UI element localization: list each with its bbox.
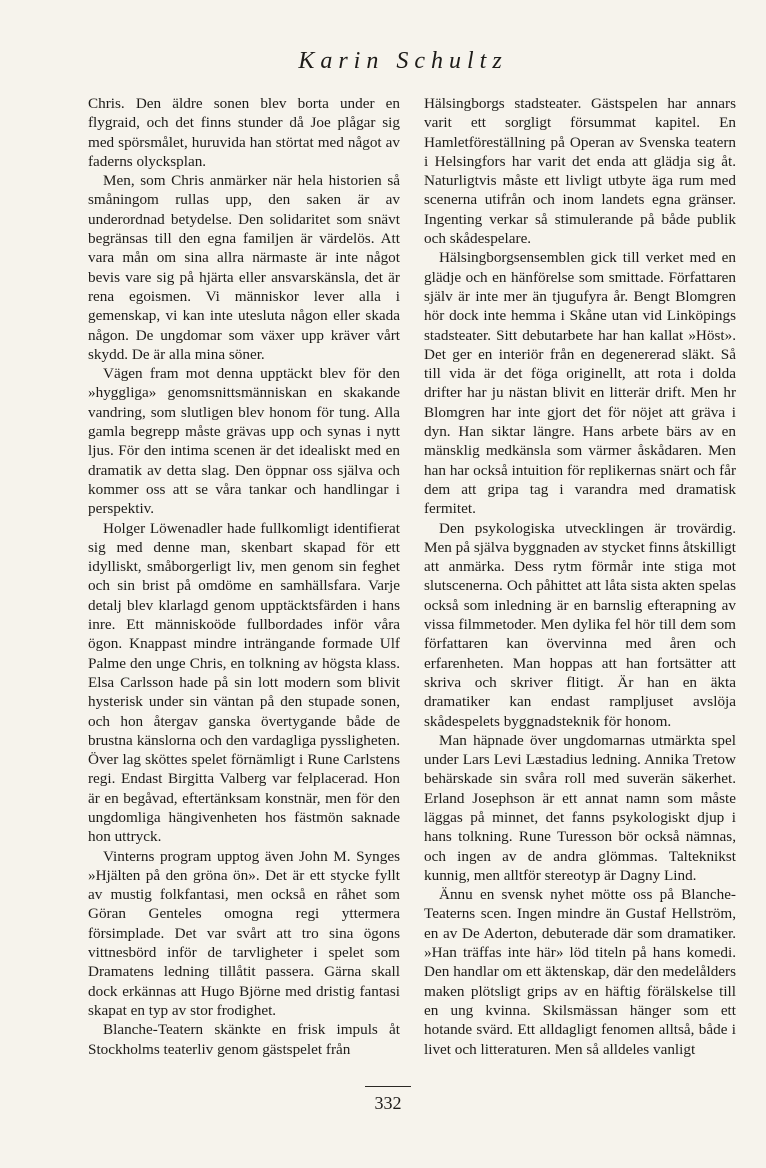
- paragraph: Man häpnade över ungdomarnas utmärkta spel under Lars Levi Læstadius ledning. Annika Tretow behärskade sin svåra roll med suverän säkerhet. Erland Josephson är ett annat namn som måste läggas på minnet, det fanns psykologiskt djup i hans tolkning. Rune Turesson bör också nämnas, och ingen av de andra glömmas. Talteknikst kunnig, men alltför stereotyp är Dagny Lind.: [424, 731, 736, 884]
- paragraph: Vägen fram mot denna upptäckt blev för den »hyggliga» genomsnittsmänniskan en skakande vandring, som slutligen blev honom för tung. Alla gamla begrepp måste grävas upp och synas i nytt ljus. För den intima scenen är det idealiskt med en dramatik av detta slag. Den öppnar oss själva och kommer oss att se våra tankar och handlingar i perspektiv.: [88, 365, 400, 518]
- right-column: [424, 94, 736, 1059]
- paragraph: Hälsingborgs stadsteater. Gästspelen har annars varit ett sorgligt försummat kapitel. En Hamletföreställning på Operan av Svenska teatern i Helsingfors har varit det enda att glädja sig åt. Naturligtvis måste ett livligt utbyte äga rum med scenerna utifrån och inom landets egna gränser. Ingenting verkar så stimulerande på både publik och skådespelare.: [424, 95, 736, 248]
- paragraph: Chris. Den äldre sonen blev borta under en flygraid, och det finns stunder då Joe plågar sig med spörsmålet, huruvida han störtat med något av faderns olycksplan.: [88, 95, 400, 170]
- page-number: 332: [374, 1093, 402, 1113]
- paragraph: Men, som Chris anmärker när hela historien så småningom rullas upp, den saken är av underordnad betydelse. Den solidaritet som snävt begränsas till den egna familjen är värdelös. Att vara mån om sina allra närmaste är inte något bevis vare sig på hjärta eller ansvarskänsla, det är rena egoismen. Vi människor lever alla i gemenskap, vi kan inte utesluta någon eller skada någon. De ungdomar som växer upp kräver vårt skydd. De är alla mina söner.: [88, 172, 400, 363]
- paragraph: Hälsingborgsensemblen gick till verket med en glädje och en hänförelse som smittade. Författaren själv är inte mer än tjugufyra år. Bengt Blomgren hör dock inte hemma i Skåne utan vid Linköpings stadsteater. Sitt debutarbete har han kallat »Höst». Det ger en interiör från en degenererad släkt. Så till vida är det föga originellt, att rota i dolda drifter har ju nästan blivit en litterär drift. Men hr Blomgren har inte gjort det för nöjet att gräva i dyn. Han siktar längre. Hans arbete bärs av en mänsklig medkänsla som värmer åskådaren. Men han har också intuition för replikernas snärt och får dem att gripa tag i varandra med dramatisk fermitet.: [424, 249, 736, 518]
- paragraph: Vinterns program upptog även John M. Synges »Hjälten på den gröna ön». Det är ett stycke fyllt av mustig folkfantasi, men också en råhet som Göran Genteles omogna regi yttermera försimplade. Det var svårt att tro sina ögons vittnesbörd inför de tarvligheter i spelet som Dramatens ledning tillåtit passera. Gärna skall dock erkännas att Hugo Björne med dristig fantasi skapat en typ av stor frodighet.: [88, 847, 400, 1019]
- paragraph: Ännu en svensk nyhet mötte oss på Blanche-Teaterns scen. Ingen mindre än Gustaf Hellström, en av De Aderton, debuterade där som dramatiker. »Han träffas inte här» löd titeln på hans komedi. Den handlar om ett äktenskap, där den medelålders maken plötsligt grips av en häftig förälskelse till en ung kvinna. Skilsmässan hänger som ett hotande svärd. Ett alldagligt fenomen alltså, både i livet och litteraturen. Men så alldeles vanligt: [424, 886, 736, 1058]
- paragraph: Den psykologiska utvecklingen är trovärdig. Men på själva byggnaden av stycket finns åtskilligt att anmärka. Dess rytm förmår inte stiga mot slutscenerna. Och påhittet att låta sista akten spelas också som inledning är en barnslig efterapning av vissa filmmetoder. Men dylika fel hör till dem som författaren kan övervinna med åren och erfarenheten. Man hoppas att han fortsätter att skriva och skriver flitigt. Är han en äkta dramatiker kan endast rampljuset avslöja skådespelets byggnadsteknik för honom.: [424, 519, 736, 730]
- paragraph: Blanche-Teatern skänkte en frisk impuls åt Stockholms teaterliv genom gästspelet från: [88, 1021, 400, 1058]
- footer-rule: [365, 1086, 411, 1087]
- left-column: [88, 94, 400, 1059]
- running-header-author: Karin Schultz: [298, 48, 508, 74]
- paragraph: Holger Löwenadler hade fullkomligt identifierat sig med denne man, skenbart skapad för ett idylliskt, småborgerligt liv, men genom sin feghet och sin brist på omdöme en samhällsfara. Varje detalj blev klarlagd genom upptäcktsfärden i hans inre. Ett människoöde fullbordades inför våra ögon. Knappast mindre inträngande formade Ulf Palme den unge Chris, en tolkning av högsta klass. Elsa Carlsson hade på sin lott modern som blivit hysterisk under sin väntan på den stupade sonen, och hon återgav ganska övertygande både de brustna känslorna och den vardagliga pyssligheten. Över lag sköttes spelet förnämligt i Rune Carlstens regi. Endast Birgitta Valberg var felplacerad. Hon är en begåvad, eftertänksam konstnär, men för den ungdomliga hängivenheten hos fästmön saknade hon uttryck.: [88, 519, 400, 846]
